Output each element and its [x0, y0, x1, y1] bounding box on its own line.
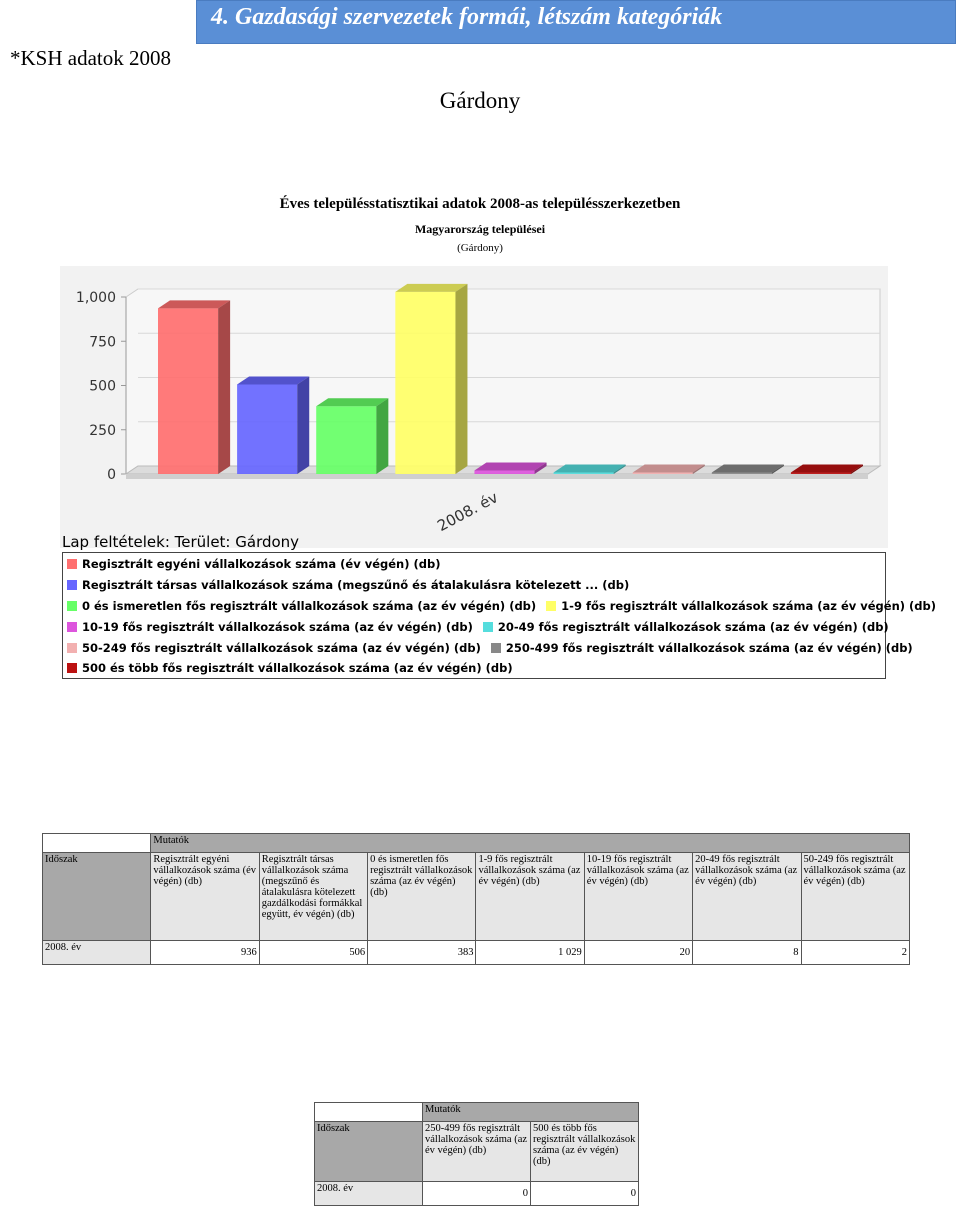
table-period-header: Időszak	[43, 853, 151, 941]
legend-swatch	[67, 580, 77, 590]
legend-row	[67, 557, 450, 571]
legend-swatch	[67, 643, 77, 653]
table-row-label: 2008. év	[315, 1182, 423, 1206]
legend-label: 50-249 fős regisztrált vállalkozások száma (az év végén) (db)	[82, 641, 481, 655]
table-column-header: Regisztrált egyéni vállalkozások száma (év végén) (db)	[151, 853, 259, 941]
bar-top	[633, 465, 705, 473]
legend-item	[483, 620, 889, 634]
legend-swatch	[67, 559, 77, 569]
y-tick-label: 250	[89, 422, 116, 439]
bar-chart	[60, 266, 888, 548]
x-category-label: 2008. év	[434, 488, 501, 535]
table-cell: 0	[531, 1182, 639, 1206]
legend-swatch	[483, 622, 493, 632]
bar-front	[791, 473, 851, 475]
legend-label: Regisztrált egyéni vállalkozások száma (év végén) (db)	[82, 557, 441, 571]
bar-front	[474, 470, 534, 474]
table-corner	[43, 834, 151, 853]
legend-row	[67, 578, 639, 592]
legend-label: 500 és több fős regisztrált vállalkozások száma (az év végén) (db)	[82, 661, 513, 675]
legend-item	[67, 557, 440, 571]
table-column-header: 500 és több fős regisztrált vállalkozások száma (az év végén) (db)	[531, 1122, 639, 1182]
table-column-header: 0 és ismeretlen fős regisztrált vállalkozások száma (az év végén) (db)	[368, 853, 476, 941]
chart-subtitle-2: (Gárdony)	[457, 242, 503, 254]
legend-label: 20-49 fős regisztrált vállalkozások száma (az év végén) (db)	[497, 620, 889, 634]
table-column-header: 20-49 fős regisztrált vállalkozások száma (az év végén) (db)	[693, 853, 801, 941]
bar-front	[316, 406, 376, 474]
legend-label: 0 és ismeretlen fős regisztrált vállalkozások száma (az év végén) (db)	[82, 599, 537, 613]
legend-item	[67, 599, 536, 613]
bar-top	[554, 465, 626, 473]
table-cell: 2	[801, 941, 909, 965]
data-table-2	[314, 1102, 639, 1206]
data-table-1	[42, 833, 910, 965]
legend-item	[491, 641, 913, 655]
table-cell: 20	[584, 941, 692, 965]
y-tick-label: 1,000	[75, 290, 116, 306]
bar-front	[158, 308, 218, 474]
table-column-header: 10-19 fős regisztrált vállalkozások száma (az év végén) (db)	[584, 853, 692, 941]
source-note: *KSH adatok 2008	[10, 46, 171, 70]
chart-title: Éves településstatisztikai adatok 2008-as településszerkezetben	[279, 196, 681, 212]
legend-swatch	[546, 601, 556, 611]
bar-side	[297, 376, 309, 474]
bar-side	[455, 284, 467, 474]
table-column-header: 50-249 fős regisztrált vállalkozások száma (az év végén) (db)	[801, 853, 909, 941]
table-cell: 1 029	[476, 941, 584, 965]
table-cell: 506	[259, 941, 367, 965]
chart-floor-edge	[126, 474, 868, 479]
table-corner	[315, 1103, 423, 1122]
bar-top	[316, 398, 388, 406]
table-cell: 936	[151, 941, 259, 965]
bar-top	[395, 284, 467, 292]
bar-front	[554, 473, 614, 475]
bar-front	[395, 292, 455, 474]
legend-item	[546, 599, 936, 613]
header-banner	[196, 0, 956, 44]
y-tick-label: 0	[107, 467, 116, 483]
table-group-header: Mutatók	[151, 834, 910, 853]
page-title: 4. Gazdasági szervezetek formái, létszám kategóriák	[211, 4, 723, 30]
chart-legend	[62, 552, 936, 679]
table-period-header: Időszak	[315, 1122, 423, 1182]
bar-side	[376, 398, 388, 474]
bar-front	[712, 473, 772, 475]
legend-label: 1-9 fős regisztrált vállalkozások száma (az év végén) (db)	[561, 599, 936, 613]
bar-top	[474, 462, 546, 470]
bar-top	[712, 465, 784, 473]
legend-row	[67, 620, 899, 634]
legend-row	[67, 599, 946, 613]
table-cell: 8	[693, 941, 801, 965]
table-cell: 0	[423, 1182, 531, 1206]
legend-swatch	[67, 622, 77, 632]
legend-label: Regisztrált társas vállalkozások száma (megszűnő és átalakulásra kötelezett ... (db)	[82, 578, 630, 592]
legend-swatch	[491, 643, 501, 653]
bar-front	[237, 384, 297, 474]
legend-item	[67, 661, 513, 675]
legend-swatch	[67, 601, 77, 611]
table-row	[315, 1182, 639, 1206]
legend-label: 10-19 fős regisztrált vállalkozások száma (az év végén) (db)	[82, 620, 473, 634]
legend-row	[67, 641, 923, 655]
chart-filter-label: Lap feltételek: Terület: Gárdony	[62, 533, 300, 551]
table-group-header: Mutatók	[423, 1103, 639, 1122]
legend-item	[67, 620, 473, 634]
y-tick-label: 750	[89, 334, 116, 351]
legend-row	[67, 661, 523, 675]
bar-top	[158, 300, 230, 308]
legend-item	[67, 578, 629, 592]
bar-front	[633, 473, 693, 475]
bar-top	[791, 465, 863, 473]
chart-subtitle: Magyarország települései	[414, 222, 546, 236]
table-row-label: 2008. év	[43, 941, 151, 965]
table-cell: 383	[368, 941, 476, 965]
page-subtitle: Gárdony	[439, 88, 521, 113]
table-row	[43, 941, 910, 965]
bar-top	[237, 376, 309, 384]
table-column-header: Regisztrált társas vállalkozások száma (megszűnő és átalakulásra kötelezett gazdálkodási formákkal együtt, év végén) (db)	[259, 853, 367, 941]
legend-swatch	[67, 663, 77, 673]
table-column-header: 250-499 fős regisztrált vállalkozások száma (az év végén) (db)	[423, 1122, 531, 1182]
legend-item	[67, 641, 481, 655]
bar-side	[218, 300, 230, 474]
table-column-header: 1-9 fős regisztrált vállalkozások száma (az év végén) (db)	[476, 853, 584, 941]
legend-label: 250-499 fős regisztrált vállalkozások száma (az év végén) (db)	[505, 641, 913, 655]
y-tick-label: 500	[89, 378, 116, 395]
